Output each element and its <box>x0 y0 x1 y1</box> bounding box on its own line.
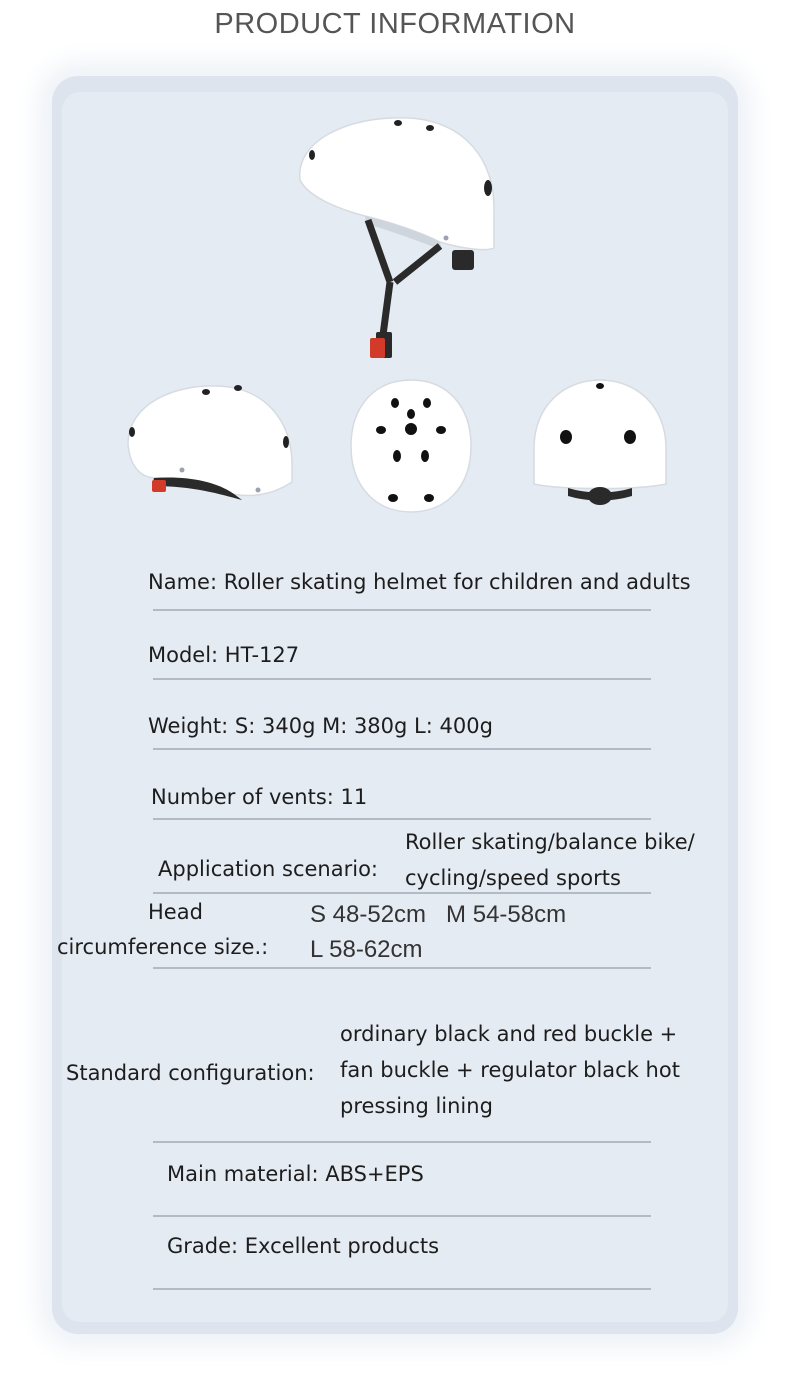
spec-config-value-line1: ordinary black and red buckle + <box>340 1022 678 1046</box>
spec-name: Name: Roller skating helmet for children and adults <box>148 570 691 594</box>
spec-config-value-line2: fan buckle + regulator black hot <box>340 1058 680 1082</box>
divider <box>153 609 651 611</box>
spec-config-value-line3: pressing lining <box>340 1094 493 1118</box>
divider <box>153 818 651 820</box>
helmet-main-image <box>290 110 500 365</box>
spec-head-value-line2: L 58-62cm <box>310 936 423 963</box>
spec-weight: Weight: S: 340g M: 380g L: 400g <box>148 714 493 738</box>
spec-head-label-line1: Head <box>148 900 203 924</box>
spec-application-value-line1: Roller skating/balance bike/ <box>405 830 695 854</box>
divider <box>153 748 651 750</box>
helmet-back-view-image <box>528 378 672 508</box>
spec-head-label-line2: circumference size.: <box>57 935 269 959</box>
divider <box>153 892 651 894</box>
divider <box>153 1141 651 1143</box>
spec-vents: Number of vents: 11 <box>151 785 368 809</box>
spec-config-label: Standard configuration: <box>66 1061 315 1085</box>
divider <box>153 1215 651 1217</box>
spec-head-value-line1: S 48-52cm M 54-58cm <box>310 901 567 928</box>
helmet-side-view-image <box>124 382 296 508</box>
spec-application-value-line2: cycling/speed sports <box>405 866 621 890</box>
page-title: PRODUCT INFORMATION <box>214 8 576 40</box>
divider <box>153 1288 651 1290</box>
spec-application-label: Application scenario: <box>158 857 378 881</box>
spec-grade: Grade: Excellent products <box>167 1234 440 1258</box>
helmet-top-view-image <box>347 376 475 516</box>
divider <box>153 967 651 969</box>
spec-model: Model: HT-127 <box>148 643 300 667</box>
divider <box>153 678 651 680</box>
spec-material: Main material: ABS+EPS <box>167 1162 424 1186</box>
